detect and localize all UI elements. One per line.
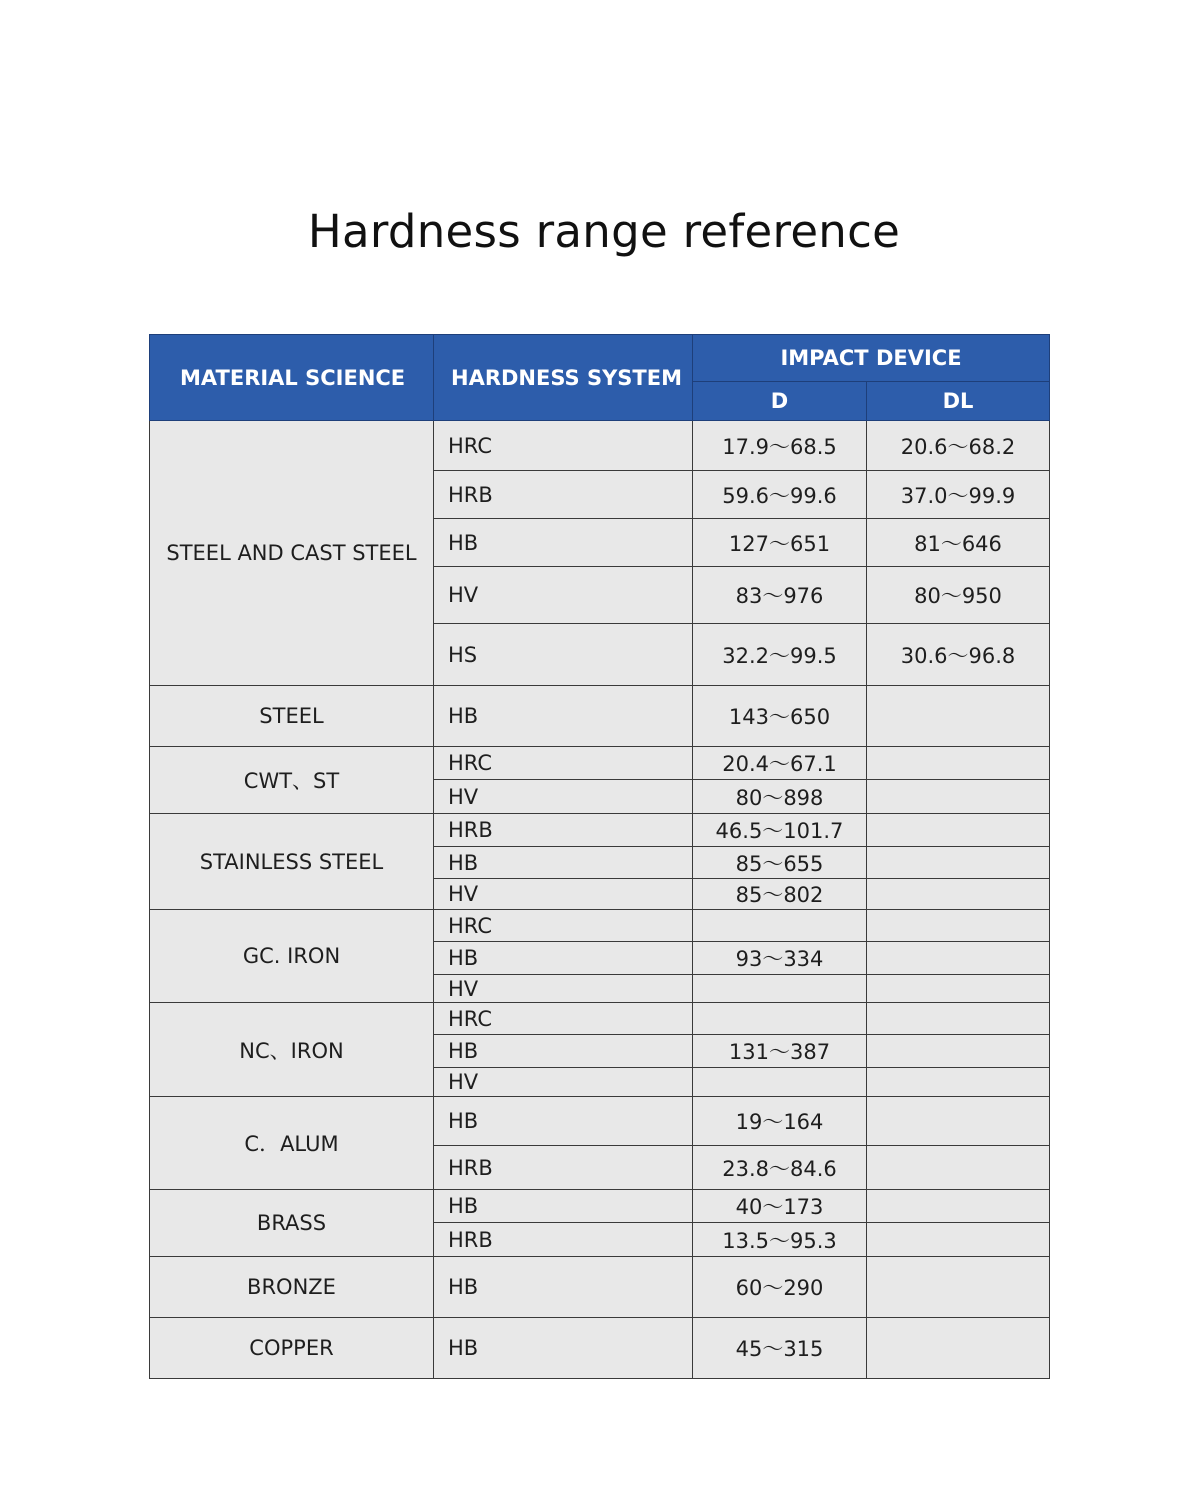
hardness-system-cell: HS — [434, 624, 693, 686]
device-dl-value — [867, 814, 1050, 847]
material-cell: BRONZE — [150, 1257, 434, 1318]
table-row — [150, 910, 1050, 942]
device-d-value: 19～164 — [693, 1097, 867, 1146]
device-dl-value — [867, 1068, 1050, 1097]
device-d-value: 83～976 — [693, 567, 867, 624]
hardness-system-cell: HRC — [434, 910, 693, 942]
device-dl-value — [867, 942, 1050, 975]
device-dl-value — [867, 1190, 1050, 1223]
device-dl-value — [867, 747, 1050, 780]
material-cell: STEEL AND CAST STEEL — [150, 421, 434, 686]
hardness-system-cell: HV — [434, 1068, 693, 1097]
hardness-system-cell: HV — [434, 567, 693, 624]
material-cell: STAINLESS STEEL — [150, 814, 434, 910]
hardness-system-cell: HB — [434, 1035, 693, 1068]
device-dl-value: 20.6～68.2 — [867, 421, 1050, 471]
hardness-system-cell: HB — [434, 1318, 693, 1379]
hardness-system-cell: HB — [434, 847, 693, 879]
hardness-system-cell: HB — [434, 1190, 693, 1223]
hardness-system-cell: HRC — [434, 747, 693, 780]
table-row — [150, 421, 1050, 471]
device-d-value: 20.4～67.1 — [693, 747, 867, 780]
device-d-value: 80～898 — [693, 780, 867, 814]
device-dl-value — [867, 1035, 1050, 1068]
device-d-value — [693, 1003, 867, 1035]
hardness-system-cell: HB — [434, 942, 693, 975]
device-dl-value — [867, 1223, 1050, 1257]
hardness-system-cell: HV — [434, 975, 693, 1003]
hardness-system-cell: HRC — [434, 1003, 693, 1035]
table-row — [150, 686, 1050, 747]
material-cell: GC. IRON — [150, 910, 434, 1003]
device-d-value: 32.2～99.5 — [693, 624, 867, 686]
header-hardness-system: HARDNESS SYSTEM — [434, 335, 693, 421]
device-d-value: 45～315 — [693, 1318, 867, 1379]
table-body — [150, 421, 1050, 1379]
table-row — [150, 1003, 1050, 1035]
device-d-value: 85～655 — [693, 847, 867, 879]
device-dl-value — [867, 910, 1050, 942]
hardness-system-cell: HB — [434, 686, 693, 747]
material-cell: BRASS — [150, 1190, 434, 1257]
hardness-system-cell: HRB — [434, 1146, 693, 1190]
table-row — [150, 1318, 1050, 1379]
material-cell: COPPER — [150, 1318, 434, 1379]
hardness-system-cell: HB — [434, 519, 693, 567]
header-device-dl: DL — [867, 382, 1050, 421]
device-dl-value — [867, 1097, 1050, 1146]
hardness-system-cell: HB — [434, 1257, 693, 1318]
device-dl-value — [867, 1257, 1050, 1318]
device-d-value — [693, 975, 867, 1003]
device-d-value: 143～650 — [693, 686, 867, 747]
hardness-system-cell: HV — [434, 879, 693, 910]
device-dl-value — [867, 780, 1050, 814]
material-cell: NC、IRON — [150, 1003, 434, 1097]
device-dl-value — [867, 686, 1050, 747]
table-row — [150, 1097, 1050, 1146]
device-d-value: 93～334 — [693, 942, 867, 975]
hardness-system-cell: HRB — [434, 471, 693, 519]
device-d-value: 46.5～101.7 — [693, 814, 867, 847]
hardness-system-cell: HV — [434, 780, 693, 814]
device-d-value: 131～387 — [693, 1035, 867, 1068]
header-impact-device: IMPACT DEVICE — [693, 335, 1050, 382]
hardness-table — [149, 334, 1050, 1379]
device-dl-value — [867, 1003, 1050, 1035]
device-d-value: 85～802 — [693, 879, 867, 910]
device-dl-value — [867, 879, 1050, 910]
device-d-value: 23.8～84.6 — [693, 1146, 867, 1190]
device-d-value — [693, 1068, 867, 1097]
device-d-value — [693, 910, 867, 942]
device-dl-value: 81～646 — [867, 519, 1050, 567]
material-cell: C．ALUM — [150, 1097, 434, 1190]
device-d-value: 13.5～95.3 — [693, 1223, 867, 1257]
hardness-system-cell: HRB — [434, 814, 693, 847]
device-dl-value: 30.6～96.8 — [867, 624, 1050, 686]
header-device-d: D — [693, 382, 867, 421]
table-row — [150, 1257, 1050, 1318]
device-dl-value — [867, 847, 1050, 879]
page-title: Hardness range reference — [307, 205, 901, 258]
device-dl-value — [867, 975, 1050, 1003]
device-dl-value: 80～950 — [867, 567, 1050, 624]
table-row — [150, 814, 1050, 847]
device-dl-value — [867, 1146, 1050, 1190]
device-d-value: 127～651 — [693, 519, 867, 567]
table-row — [150, 1190, 1050, 1223]
device-dl-value — [867, 1318, 1050, 1379]
device-d-value: 59.6～99.6 — [693, 471, 867, 519]
device-dl-value: 37.0～99.9 — [867, 471, 1050, 519]
device-d-value: 17.9～68.5 — [693, 421, 867, 471]
hardness-system-cell: HRB — [434, 1223, 693, 1257]
material-cell: CWT、ST — [150, 747, 434, 814]
device-d-value: 40～173 — [693, 1190, 867, 1223]
device-d-value: 60～290 — [693, 1257, 867, 1318]
material-cell: STEEL — [150, 686, 434, 747]
hardness-system-cell: HRC — [434, 421, 693, 471]
table-row — [150, 747, 1050, 780]
hardness-system-cell: HB — [434, 1097, 693, 1146]
header-material-science: MATERIAL SCIENCE — [150, 335, 434, 421]
